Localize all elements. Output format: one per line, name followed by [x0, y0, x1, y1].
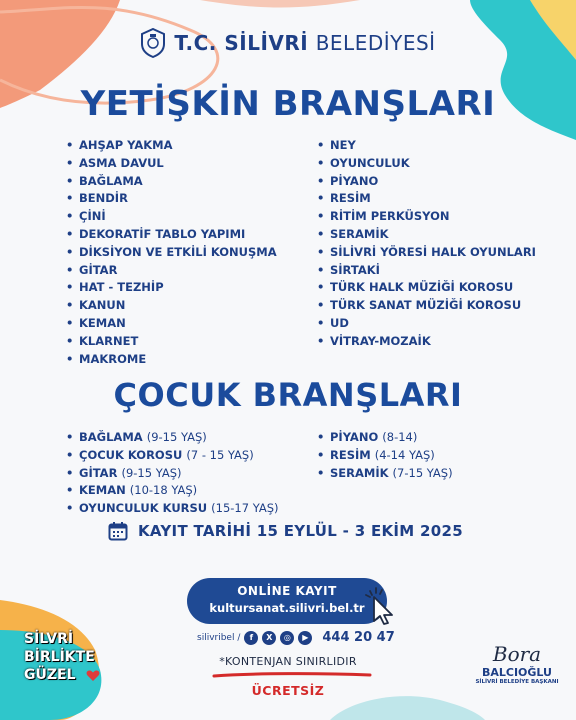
list-item: • HAT - TEZHİP: [66, 279, 277, 297]
list-item: • SİLİVRİ YÖRESİ HALK OYUNLARI: [317, 244, 536, 262]
age-range: (15-17 YAŞ): [211, 501, 279, 516]
list-item: • TÜRK SANAT MÜZİĞİ KOROSU: [317, 297, 536, 315]
slogan-line: GÜZEL: [24, 667, 76, 683]
list-item: • DİKSİYON VE ETKİLİ KONUŞMA: [66, 244, 277, 262]
mayor-signature-block: [472, 642, 562, 685]
adult-branches-title: YETİŞKİN BRANŞLARI: [80, 84, 496, 124]
mayor-name: BALCIOĞLU: [481, 666, 552, 679]
course-name: PİYANO: [330, 430, 379, 444]
course-name: OYUNCULUK KURSU: [79, 501, 208, 516]
age-range: (4-14 YAŞ): [374, 447, 435, 462]
age-range: (8-14): [382, 430, 418, 444]
child-branches-title: ÇOCUK BRANŞLARI: [113, 376, 463, 414]
list-item: • VİTRAY-MOZAİK: [317, 333, 536, 351]
slogan: [24, 630, 95, 684]
course-name: GİTAR: [79, 465, 118, 480]
heart-icon: [86, 670, 100, 682]
course-name: RESİM: [330, 447, 371, 462]
online-registration-title: ONLİNE KAYIT: [237, 584, 337, 598]
list-item: • SİRTAKİ: [317, 262, 536, 280]
list-item: [317, 429, 453, 447]
list-item: [66, 465, 279, 483]
course-name: ÇOCUK KOROSU: [79, 447, 183, 462]
org-name-bold: T.C. SİLİVRİ: [174, 31, 309, 55]
list-item: [66, 482, 279, 500]
phone-number: 444 20 47: [322, 630, 395, 645]
age-range: (9-15 YAŞ): [146, 430, 207, 444]
quota-note: *KONTENJAN SINIRLIDIR: [219, 655, 357, 668]
x-icon[interactable]: X: [262, 631, 276, 645]
course-name: SERAMİK: [330, 465, 389, 480]
child-branches-left-list: [66, 429, 279, 518]
list-item: • ÇİNİ: [66, 208, 277, 226]
instagram-icon[interactable]: ◎: [280, 631, 294, 645]
online-registration-button[interactable]: [187, 578, 387, 624]
list-item: • MAKROME: [66, 351, 277, 369]
age-range: (10-18 YAŞ): [129, 483, 198, 498]
youtube-icon[interactable]: ▶: [298, 631, 312, 645]
org-name: [174, 31, 435, 55]
registration-dates-label: KAYIT TARİHİ 15 EYLÜL - 3 EKİM 2025: [138, 522, 464, 540]
list-item: • NEY: [317, 137, 536, 155]
list-item: • TÜRK HALK MÜZİĞİ KOROSU: [317, 279, 536, 297]
list-item: • UD: [317, 315, 536, 333]
adult-branches-right-list: [317, 137, 536, 351]
free-label: ÜCRETSİZ: [251, 683, 325, 698]
child-branches-right-list: [317, 429, 453, 482]
adult-branches-left-list: [66, 137, 277, 368]
social-handle: silivribel /: [197, 632, 241, 643]
list-item: • KANUN: [66, 297, 277, 315]
list-item: • ASMA DAVUL: [66, 155, 277, 173]
org-name-light: BELEDİYESİ: [315, 31, 436, 55]
social-bar: [197, 630, 395, 645]
list-item: [317, 465, 453, 483]
age-range: (9-15 YAŞ): [121, 465, 182, 480]
list-item: • GİTAR: [66, 262, 277, 280]
calendar-icon: [108, 521, 128, 541]
list-item: • DEKORATİF TABLO YAPIMI: [66, 226, 277, 244]
header: [0, 28, 576, 58]
slogan-line: SİLVRİ: [24, 631, 74, 647]
facebook-icon[interactable]: f: [244, 631, 258, 645]
online-registration-url[interactable]: kultursanat.silivri.bel.tr: [209, 601, 365, 615]
list-item: • KLARNET: [66, 333, 277, 351]
municipality-logo-icon: [140, 28, 166, 58]
registration-dates: [108, 521, 463, 541]
course-name: BAĞLAMA: [79, 430, 143, 444]
slogan-line: BİRLİKTE: [24, 649, 95, 665]
list-item: [66, 447, 279, 465]
list-item: • RİTİM PERKÜSYON: [317, 208, 536, 226]
age-range: (7 - 15 YAŞ): [186, 447, 254, 462]
mayor-title: SİLİVRİ BELEDİYE BAŞKANI: [475, 679, 559, 685]
list-item: [317, 447, 453, 465]
list-item: [66, 429, 279, 447]
list-item: • BENDİR: [66, 190, 277, 208]
list-item: • RESİM: [317, 190, 536, 208]
list-item: • SERAMİK: [317, 226, 536, 244]
list-item: • PİYANO: [317, 173, 536, 191]
list-item: • KEMAN: [66, 315, 277, 333]
list-item: [66, 500, 279, 518]
course-name: KEMAN: [79, 483, 126, 498]
red-brush-underline: [212, 671, 372, 679]
age-range: (7-15 YAŞ): [392, 465, 453, 480]
mayor-signature: Bora: [492, 642, 542, 666]
list-item: • AHŞAP YAKMA: [66, 137, 277, 155]
list-item: • OYUNCULUK: [317, 155, 536, 173]
list-item: • BAĞLAMA: [66, 173, 277, 191]
cursor-click-icon: [362, 585, 402, 625]
